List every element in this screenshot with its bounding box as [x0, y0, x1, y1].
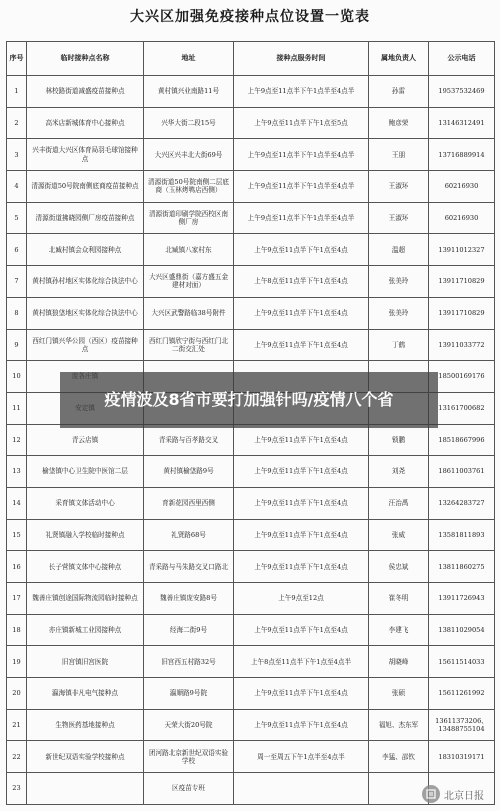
cell-phone: 18611003761: [429, 456, 495, 488]
cell-address: 团河路北京新世纪双语实验学校: [144, 741, 234, 773]
header-site-name: 临时接种点名称: [27, 42, 144, 76]
cell-row-no: 8: [7, 297, 27, 329]
cell-phone: 15611514033: [429, 646, 495, 678]
header-no: 序号: [7, 42, 27, 76]
cell-phone: 13611373206、13488755104: [429, 709, 495, 741]
cell-row-no: 3: [7, 139, 27, 171]
cell-site-name: 生物医药基地接种点: [27, 709, 144, 741]
cell-address: 天荣大街20号院: [144, 709, 234, 741]
cell-responsible: 胡晓峰: [369, 646, 429, 678]
cell-phone: 15611261992: [429, 678, 495, 710]
cell-address: 北臧镇八家村东: [144, 234, 234, 266]
cell-site-name: 旧宫镇旧宫医院: [27, 646, 144, 678]
cell-row-no: 2: [7, 107, 27, 139]
cell-phone: 13911033772: [429, 329, 495, 361]
cell-address: 瀛顺路9号院: [144, 678, 234, 710]
table-row: [7, 234, 495, 266]
cell-site-name: 采育镇文体活动中心: [27, 487, 144, 519]
cell-phone: 19537532469: [429, 76, 495, 108]
table-row: [7, 741, 495, 773]
cell-row-no: 20: [7, 678, 27, 710]
cell-phone: 18310319171: [429, 741, 495, 773]
cell-row-no: 4: [7, 171, 27, 203]
cell-address: 黄村镇榆垡路9号: [144, 456, 234, 488]
cell-phone: 13716889914: [429, 139, 495, 171]
cell-address: 经海二街9号: [144, 614, 234, 646]
cell-site-name: 兴丰街道大兴区体育局羽毛球馆接种点: [27, 139, 144, 171]
cell-phone: 13161700682: [429, 392, 495, 424]
table-row: [7, 614, 495, 646]
header-responsible: 属地负责人: [369, 42, 429, 76]
cell-site-name: 清源街道50号院南侧底商疫苗接种点: [27, 171, 144, 203]
cell-responsible: 汪治禹: [369, 487, 429, 519]
table-row: [7, 266, 495, 298]
cell-responsible: 锁鹏: [369, 424, 429, 456]
table-row: [7, 139, 495, 171]
cell-address: 黄村镇兴业南路11号: [144, 76, 234, 108]
cell-service-time: 上午9点至11点半下午1点至4点: [234, 709, 369, 741]
cell-phone: 13146312491: [429, 107, 495, 139]
cell-service-time: 上午9点至11点半下午1点至4点: [234, 424, 369, 456]
cell-row-no: 13: [7, 456, 27, 488]
cell-site-name: 长子营镇文体中心接种点: [27, 551, 144, 583]
cell-row-no: 11: [7, 392, 27, 424]
cell-service-time: 上午9点至11点半下午1点至4点: [234, 297, 369, 329]
cell-row-no: 15: [7, 519, 27, 551]
cell-responsible: 张美玲: [369, 266, 429, 298]
table-row: [7, 551, 495, 583]
cell-site-name: 青云店镇: [27, 424, 144, 456]
cell-phone: 18518667996: [429, 424, 495, 456]
cell-phone: 13811029054: [429, 614, 495, 646]
cell-service-time: 上午8点至11点半下午1点至4点: [234, 266, 369, 298]
cell-address: 旧宫西五村路32号: [144, 646, 234, 678]
cell-address: 魏善庄镇庞安路8号: [144, 583, 234, 615]
cell-service-time: 上午9点至11点半下午1点至4点: [234, 487, 369, 519]
cell-row-no: 17: [7, 583, 27, 615]
cell-row-no: 16: [7, 551, 27, 583]
cell-row-no: 23: [7, 773, 27, 805]
cell-responsible: 王淑环: [369, 202, 429, 234]
cell-address: 西红门镇欣宁街与西红门北二街交汇处: [144, 329, 234, 361]
cell-site-name: 北臧村镇会众利园接种点: [27, 234, 144, 266]
cell-service-time: 上午9点至11点半下午1点半至4点半: [234, 171, 369, 203]
cell-service-time: 上午9点至11点半下午1点至4点: [234, 678, 369, 710]
cell-address: 区疫苗专班: [144, 773, 234, 805]
cell-responsible: 鲍彦荣: [369, 107, 429, 139]
cell-service-time: 上午9点至11点半下午1点半至4点半: [234, 202, 369, 234]
cell-responsible: 丁鹤: [369, 329, 429, 361]
cell-service-time: 上午9点至11点半下午1点至4点: [234, 551, 369, 583]
table-header-row: [7, 42, 495, 76]
table-row: [7, 678, 495, 710]
cell-site-name: 西红门镇兴华公园（西区）疫苗接种点: [27, 329, 144, 361]
cell-responsible: 李建飞: [369, 614, 429, 646]
cell-phone: 13811860275: [429, 551, 495, 583]
cell-phone: 13911726943: [429, 583, 495, 615]
cell-service-time: 上午9点至11点半下午1点至4点: [234, 456, 369, 488]
cell-row-no: 22: [7, 741, 27, 773]
cell-address: 大兴区武警路临38号附件: [144, 297, 234, 329]
cell-row-no: 5: [7, 202, 27, 234]
cell-site-name: 黄村镇孙村地区实体化综合执法中心: [27, 266, 144, 298]
cell-row-no: 18: [7, 614, 27, 646]
cell-address: 兴华大街二段15号: [144, 107, 234, 139]
header-phone: 公示电话: [429, 42, 495, 76]
cell-service-time: 周一至周五下午1点半至4点半: [234, 741, 369, 773]
table-row: [7, 202, 495, 234]
document-title: 大兴区加强免疫接种点位设置一览表: [130, 9, 370, 25]
cell-service-time: [234, 773, 369, 805]
table-row: [7, 76, 495, 108]
cell-site-name: 瀛海镇非凡电气接种点: [27, 678, 144, 710]
cell-responsible: [369, 773, 429, 805]
cell-site-name: 清源街道拂晓园侧厂房疫苗接种点: [27, 202, 144, 234]
table-row: [7, 297, 495, 329]
cell-responsible: 张美玲: [369, 297, 429, 329]
cell-phone: 13264283727: [429, 487, 495, 519]
table-row: [7, 456, 495, 488]
cell-site-name: 魏善庄镇创途国际物流园临时接种点: [27, 583, 144, 615]
headline-text: 疫情波及8省市要打加强针吗/疫情八个省: [104, 390, 394, 409]
cell-row-no: 9: [7, 329, 27, 361]
cell-row-no: 14: [7, 487, 27, 519]
cell-responsible: 王淑环: [369, 171, 429, 203]
cell-responsible: 孙雷: [369, 76, 429, 108]
cell-row-no: 10: [7, 361, 27, 393]
cell-address: 青采路与百孝路交叉: [144, 424, 234, 456]
cell-phone: 60216930: [429, 202, 495, 234]
table-row: [7, 424, 495, 456]
cell-row-no: 12: [7, 424, 27, 456]
cell-address: 清源街道印刷学院西校区南侧厂房: [144, 202, 234, 234]
cell-responsible: 李猛、邵钦: [369, 741, 429, 773]
cell-responsible: 张硕: [369, 678, 429, 710]
cell-site-name: 亦庄镇新城工业园接种点: [27, 614, 144, 646]
cell-service-time: 上午9点至11点半下午1点至4点: [234, 329, 369, 361]
cell-site-name: 高米店新城体育中心接种点: [27, 107, 144, 139]
cell-address: 青采路与马朱路交叉口路北: [144, 551, 234, 583]
table-row: [7, 329, 495, 361]
table-row: [7, 583, 495, 615]
cell-responsible: 刘尧: [369, 456, 429, 488]
cell-row-no: 7: [7, 266, 27, 298]
headline-overlay: [60, 372, 438, 428]
header-service-time: 接种点服务时间: [234, 42, 369, 76]
cell-row-no: 6: [7, 234, 27, 266]
cell-responsible: 崔冬明: [369, 583, 429, 615]
header-address: 地址: [144, 42, 234, 76]
cell-site-name: 榆垡镇中心卫生院中医馆二层: [27, 456, 144, 488]
cell-row-no: 21: [7, 709, 27, 741]
cell-service-time: 上午9点至11点半下午1点半至4点半: [234, 139, 369, 171]
cell-service-time: 上午9点至11点半下午1点至4点: [234, 234, 369, 266]
cell-phone: 18500169176: [429, 361, 495, 393]
cell-service-time: 上午8点至11点半下午1点至4点半: [234, 646, 369, 678]
cell-site-name: 林校路街道减盛疫苗接种点: [27, 76, 144, 108]
table-row: [7, 519, 495, 551]
cell-service-time: 上午9点至12点: [234, 583, 369, 615]
table-row: [7, 107, 495, 139]
cell-address: 大兴区兴丰北大街69号: [144, 139, 234, 171]
cell-row-no: 19: [7, 646, 27, 678]
cell-phone: 13911710829: [429, 266, 495, 298]
table-row: [7, 709, 495, 741]
cell-phone: 13911710829: [429, 297, 495, 329]
watermark: [422, 785, 484, 803]
cell-address: 育新花园西里西侧: [144, 487, 234, 519]
cell-row-no: 1: [7, 76, 27, 108]
cell-phone: 13911012327: [429, 234, 495, 266]
cell-site-name: [27, 773, 144, 805]
cell-site-name: 新世纪双语实验学校接种点: [27, 741, 144, 773]
cell-address: 大兴区盛鼎街（嘉方盛五金建材对面）: [144, 266, 234, 298]
cell-address: 礼贤路68号: [144, 519, 234, 551]
cell-address: 清源街道50号院南侧二层底商（玉林烤鸭店西侧）: [144, 171, 234, 203]
cell-service-time: 上午9点至11点半下午1点至4点: [234, 614, 369, 646]
cell-service-time: 上午9点至11点半下午1点至5点: [234, 107, 369, 139]
cell-site-name: 礼贤镇融入学校临时接种点: [27, 519, 144, 551]
cell-service-time: 上午9点至11点半下午1点半至4点半: [234, 76, 369, 108]
table-row: [7, 487, 495, 519]
table-row: [7, 646, 495, 678]
cell-phone: 13581811893: [429, 519, 495, 551]
cell-responsible: 侯忠斌: [369, 551, 429, 583]
cell-responsible: 张威: [369, 519, 429, 551]
table-body: [7, 76, 495, 805]
cell-responsible: 福旭、杰东军: [369, 709, 429, 741]
cell-site-name: 黄村镇狼垡地区实体化综合执法中心: [27, 297, 144, 329]
cell-phone: 60216930: [429, 171, 495, 203]
newspaper-logo-icon: [422, 785, 440, 803]
cell-service-time: 上午9点至11点半下午1点至4点: [234, 519, 369, 551]
cell-responsible: 王朋: [369, 139, 429, 171]
cell-responsible: 温超: [369, 234, 429, 266]
table-row: [7, 171, 495, 203]
watermark-text: 北京日报: [444, 790, 484, 802]
